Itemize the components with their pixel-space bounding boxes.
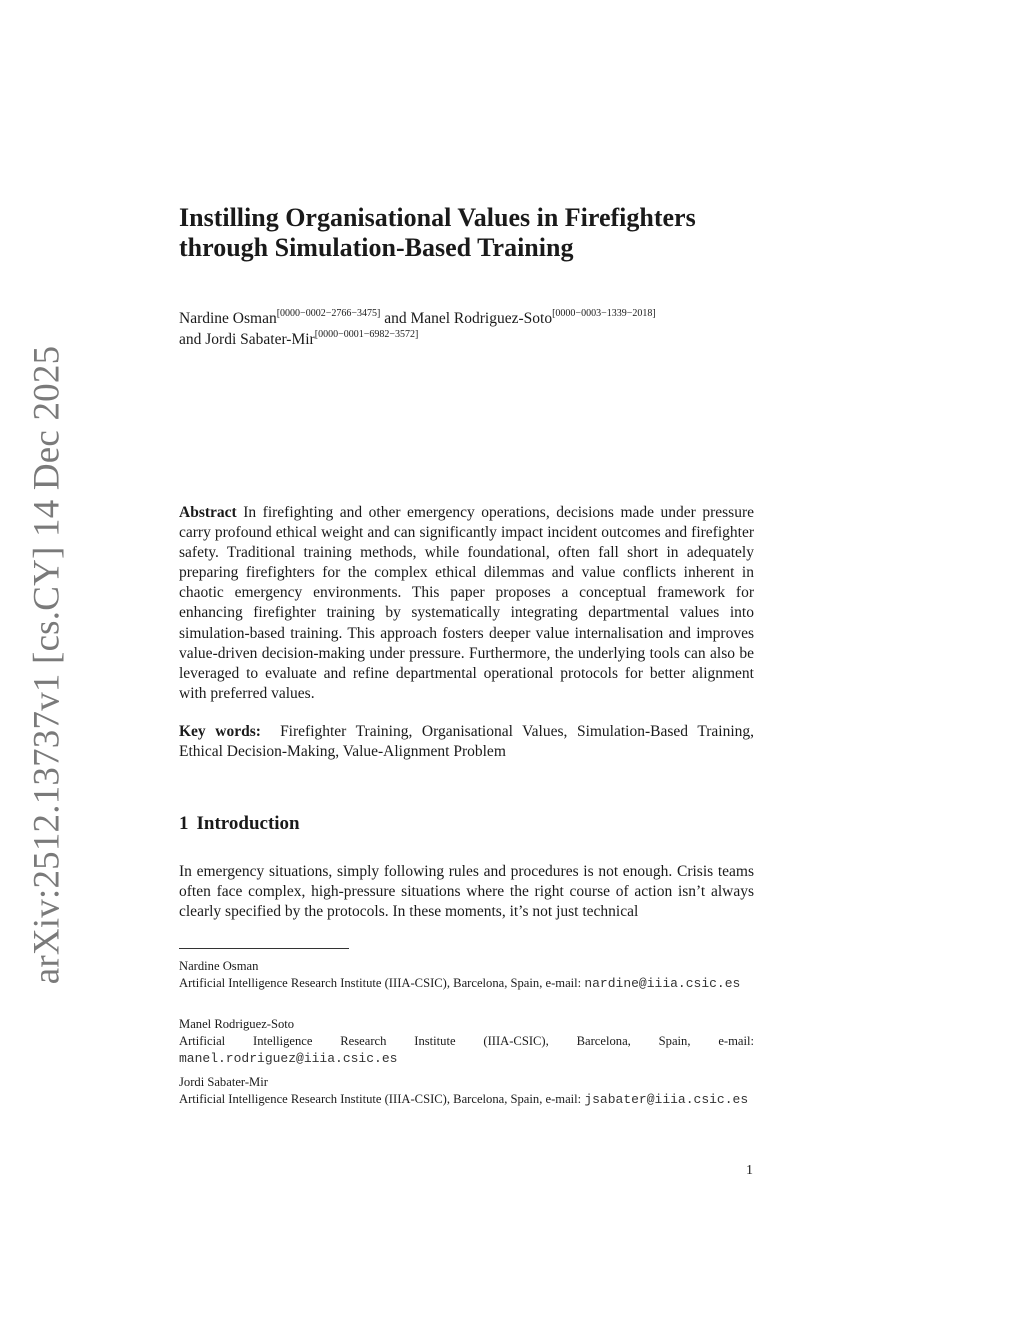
keywords-text: Firefighter Training, Organisational Values, Simulation-Based Training, Ethical Decision-Making, Value-Alignment Problem bbox=[179, 723, 755, 761]
email-address: jsabater@iiia.csic.es bbox=[584, 1092, 749, 1107]
keywords bbox=[179, 722, 754, 762]
footnote-divider bbox=[179, 948, 349, 949]
paper-title bbox=[179, 203, 779, 263]
footnote-affiliation: Artificial Intelligence Research Institute (IIIA-CSIC), Barcelona, Spain, e-mail: bbox=[179, 976, 585, 990]
author-separator: and bbox=[380, 310, 411, 327]
arxiv-identifier: arXiv:2512.13737v1 [cs.CY] 14 Dec 2025 bbox=[26, 345, 68, 985]
footnote-author-name: Nardine Osman bbox=[179, 959, 259, 973]
author-list bbox=[179, 308, 779, 350]
author-affiliation-footnote bbox=[179, 1016, 754, 1067]
footnote-affiliation: Artificial Intelligence Research Institute (IIIA-CSIC), Barcelona, Spain, e-mail: bbox=[179, 1092, 585, 1106]
section-heading bbox=[179, 813, 300, 835]
footnote-author-name: Jordi Sabater-Mir bbox=[179, 1075, 268, 1089]
abstract-text: In firefighting and other emergency operations, decisions made under pressure carry profound ethical weight and can significantly impact incident outcomes and firefighter safety. Traditional training methods, while foundational, often fall short in adequately preparing firefighters for the complex ethical dilemmas and value conflicts inherent in chaotic emergency environments. This paper proposes a conceptual framework for enhancing firefighter training by systematically integrating departmental values into simulation-based training. This approach fosters deeper value internalisation and improves value-driven decision-making under pressure. Furthermore, the underlying tools can also be leveraged to evaluate and refine departmental operational protocols for better alignment with preferred values. bbox=[179, 504, 754, 702]
author-affiliation-footnote bbox=[179, 1074, 754, 1108]
author-orcid: [0000−0003−1339−2018] bbox=[552, 308, 656, 319]
arxiv-stamp bbox=[22, 345, 72, 985]
author-name: Nardine Osman bbox=[179, 310, 277, 327]
page-number: 1 bbox=[746, 1163, 753, 1178]
author-orcid: [0000−0002−2766−3475] bbox=[276, 308, 381, 319]
section-title: Introduction bbox=[196, 813, 300, 834]
abstract bbox=[179, 503, 754, 704]
title-line-1: Instilling Organisational Values in Firefighters bbox=[179, 203, 696, 232]
title-line-2: through Simulation-Based Training bbox=[179, 233, 574, 262]
email-address: manel.rodriguez@iiia.csic.es bbox=[179, 1051, 398, 1066]
section-number: 1 bbox=[179, 813, 189, 834]
introduction-paragraph: In emergency situations, simply following rules and procedures is not enough. Crisis teams often face complex, high-pressure situations where the right course of action isn’t always clearly specified by the protocols. In these moments, it’s not just technical bbox=[179, 863, 754, 921]
author-orcid: [0000−0001−6982−3572] bbox=[314, 329, 419, 340]
footnote-author-name: Manel Rodriguez-Soto bbox=[179, 1017, 295, 1031]
author-separator: and bbox=[179, 331, 206, 348]
keywords-label: Key words: bbox=[179, 723, 261, 740]
abstract-label: Abstract bbox=[179, 504, 237, 521]
author-name: Jordi Sabater-Mir bbox=[205, 331, 315, 348]
author-name: Manel Rodriguez-Soto bbox=[410, 310, 553, 327]
email-address: nardine@iiia.csic.es bbox=[584, 976, 741, 991]
footnote-affiliation: Artificial Intelligence Research Institute (IIIA-CSIC), Barcelona, Spain, e-mail: bbox=[179, 1034, 754, 1048]
author-affiliation-footnote bbox=[179, 958, 754, 992]
